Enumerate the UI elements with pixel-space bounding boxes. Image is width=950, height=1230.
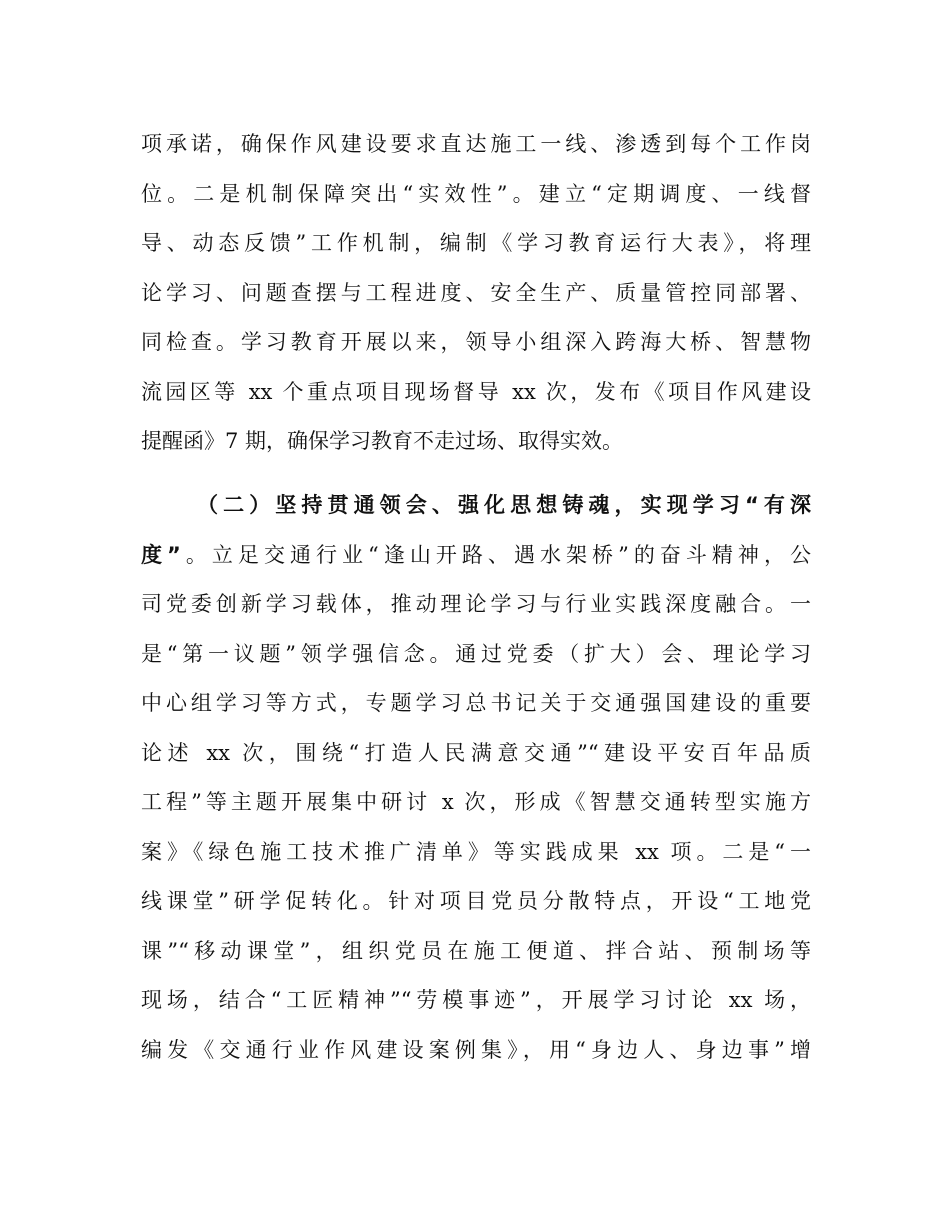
- paragraph-line: 流园区等 xx 个重点项目现场督导 xx 次，发布《项目作风建设: [141, 379, 811, 404]
- paragraph-line: [141, 531, 811, 581]
- paragraph-line: 中心组学习等方式，专题学习总书记关于交通强国建设的重要: [141, 691, 811, 715]
- paragraph-line: 现场，结合“工匠精神”“劳模事迹”，开展学习讨论 xx 场，: [141, 988, 811, 1012]
- paragraph-line: 案》《绿色施工技术推广清单》等实践成果 xx 项。二是“一: [141, 839, 811, 864]
- paragraph-line-text: 。立足交通行业“逢山开路、遇水架桥”的奋斗精神，公: [180, 542, 811, 567]
- paragraph-line: 是“第一议题”领学强信念。通过党委（扩大）会、理论学习: [141, 641, 811, 666]
- paragraph-line: 位。二是机制保障突出“实效性”。建立“定期调度、一线督: [141, 181, 811, 206]
- paragraph-line: 同检查。学习教育开展以来，领导小组深入跨海大桥、智慧物: [141, 330, 811, 354]
- section-heading-continuation: 度”: [141, 542, 181, 567]
- section-heading: （二）坚持贯通领会、强化思想铸魂，实现学习“有深: [197, 493, 811, 517]
- paragraph-line: 线课堂”研学促转化。针对项目党员分散特点，开设“工地党: [141, 889, 811, 913]
- paragraph-line: 导、动态反馈”工作机制，编制《学习教育运行大表》，将理: [141, 231, 811, 255]
- paragraph-line: 项承诺，确保作风建设要求直达施工一线、渗透到每个工作岗: [141, 132, 811, 156]
- paragraph-deep-learning: [141, 481, 811, 1075]
- paragraph-mechanism-guarantee: [141, 120, 811, 467]
- paragraph-line: 提醒函》7 期，确保学习教育不走过场、取得实效。: [141, 429, 624, 453]
- paragraph-line: 编发《交通行业作风建设案例集》，用“身边人、身边事”增: [141, 1037, 811, 1062]
- paragraph-line: 司党委创新学习载体，推动理论学习与行业实践深度融合。一: [141, 592, 811, 616]
- paragraph-line: 论学习、问题查摆与工程进度、安全生产、质量管控同部署、: [141, 280, 811, 305]
- paragraph-line: 课”“移动课堂”，组织党员在施工便道、拌合站、预制场等: [141, 938, 811, 963]
- paragraph-line: 论述 xx 次，围绕“打造人民满意交通”“建设平安百年品质: [141, 740, 811, 765]
- paragraph-line: 工程”等主题开展集中研讨 x 次，形成《智慧交通转型实施方: [141, 790, 811, 814]
